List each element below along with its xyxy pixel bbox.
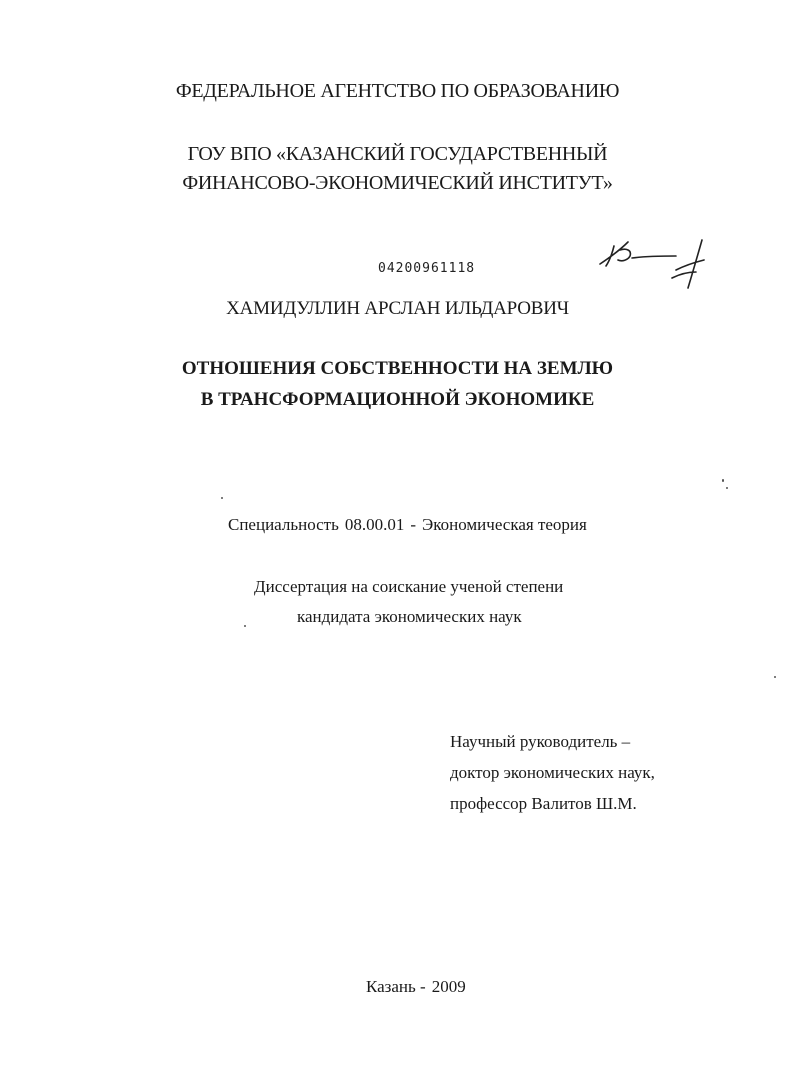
thesis-title-line-2: В ТРАНСФОРМАЦИОННОЙ ЭКОНОМИКЕ — [200, 389, 595, 410]
specialty-code: 08.00.01 — [344, 515, 405, 534]
agency-name: ФЕДЕРАЛЬНОЕ АГЕНТСТВО ПО ОБРАЗОВАНИЮ — [175, 80, 620, 102]
specialty-field: Экономическая теория — [422, 515, 587, 534]
degree-line-1: Диссертация на соискание ученой степени — [254, 577, 564, 596]
institution-line-1: ГОУ ВПО «КАЗАНСКИЙ ГОСУДАРСТВЕННЫЙ — [187, 143, 608, 165]
advisor-role: Научный руководитель – — [450, 732, 631, 751]
scan-speck — [726, 487, 728, 489]
registration-number: 04200961118 — [378, 261, 476, 276]
thesis-title-line-1: ОТНОШЕНИЯ СОБСТВЕННОСТИ НА ЗЕМЛЮ — [181, 358, 614, 379]
scan-speck — [774, 676, 776, 678]
scan-speck — [722, 479, 724, 482]
advisor-degree: доктор экономических наук, — [450, 763, 655, 782]
institution-line-2: ФИНАНСОВО-ЭКОНОМИЧЕСКИЙ ИНСТИТУТ» — [182, 172, 613, 194]
city-year — [366, 978, 466, 995]
signature-icon — [592, 234, 722, 294]
specialty — [228, 516, 587, 533]
year: 2009 — [431, 977, 466, 996]
author-name: ХАМИДУЛЛИН АРСЛАН ИЛЬДАРОВИЧ — [226, 298, 569, 319]
advisor-name: профессор Валитов Ш.М. — [450, 794, 637, 813]
city: Казань - — [366, 977, 426, 996]
scan-speck — [244, 625, 246, 627]
specialty-separator: - — [410, 515, 417, 534]
specialty-label: Специальность — [228, 515, 339, 534]
degree-line-2: кандидата экономических наук — [297, 607, 522, 626]
scan-speck — [221, 497, 223, 499]
